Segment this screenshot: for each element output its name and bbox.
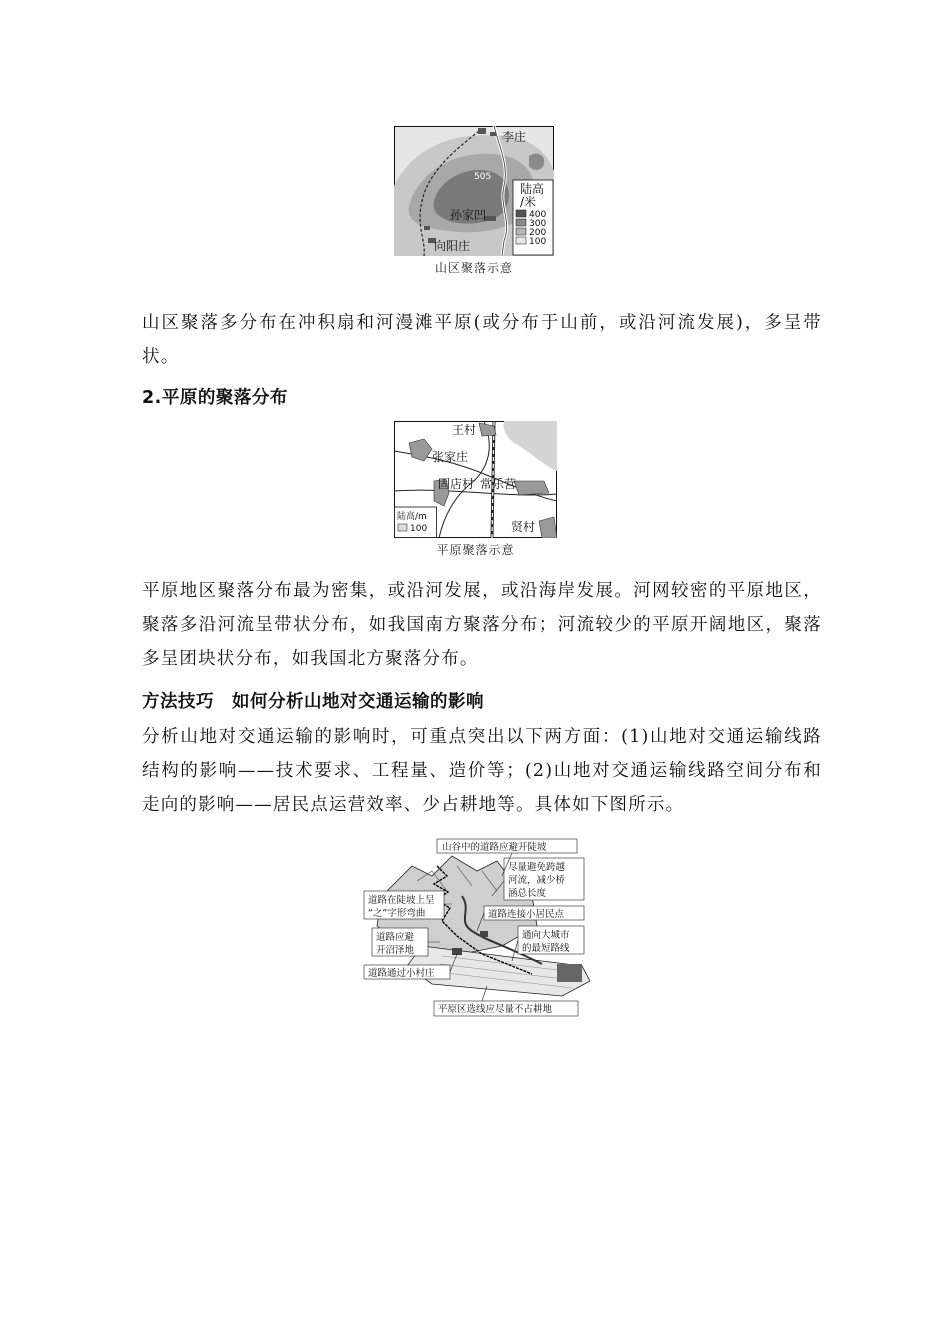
village-sun-label: 孙家凹 bbox=[450, 208, 487, 222]
annotation-marsh bbox=[372, 928, 428, 956]
xian-village-marker bbox=[539, 517, 557, 538]
annotation-city-route bbox=[518, 926, 584, 954]
village-gudian-label: 固店村 bbox=[438, 477, 475, 491]
svg-text:道路应避: 道路应避 bbox=[376, 932, 415, 943]
paragraph-plain: 平原地区聚落分布最为密集，或沿河发展，或沿海岸发展。河网较密的平原地区，聚落多沿河流呈带状分布，如我国南方聚落分布；河流较少的平原开阔地区，聚落多呈团块状分布，如我国北方聚落分布。 bbox=[142, 581, 822, 669]
peak-elevation-label: 505 bbox=[474, 172, 492, 182]
svg-text:的最短路线: 的最短路线 bbox=[522, 943, 570, 954]
small-settlement bbox=[480, 931, 488, 937]
svg-text:涵总长度: 涵总长度 bbox=[508, 888, 547, 899]
svg-text:道路在陡坡上呈: 道路在陡坡上呈 bbox=[368, 895, 435, 906]
village-zhang-label: 张家庄 bbox=[432, 450, 469, 464]
annotation-village bbox=[364, 965, 450, 979]
elevation-legend bbox=[513, 180, 553, 255]
village-li-label: 李庄 bbox=[502, 130, 527, 144]
annotation-valley bbox=[437, 839, 577, 853]
small-hill bbox=[529, 154, 544, 170]
svg-text:开沼泽地: 开沼泽地 bbox=[376, 945, 415, 956]
svg-text:300: 300 bbox=[529, 219, 547, 229]
changle-village-marker bbox=[514, 481, 549, 495]
li-village-marker bbox=[478, 128, 486, 134]
plain-map-svg bbox=[394, 421, 557, 538]
village-xiang-label: 向阳庄 bbox=[434, 239, 471, 253]
city-block bbox=[557, 964, 582, 982]
annotation-zigzag bbox=[364, 891, 444, 919]
figure2-caption: 平原聚落示意 bbox=[436, 543, 515, 557]
svg-text:尽量避免跨越: 尽量避免跨越 bbox=[508, 862, 566, 873]
mountain-map-svg bbox=[394, 126, 554, 256]
annotation-farmland bbox=[434, 1001, 578, 1016]
annotation-connect bbox=[484, 906, 584, 920]
heading-method-tips: 方法技巧 如何分析山地对交通运输的影响 bbox=[142, 692, 484, 712]
transport-diagram-svg bbox=[362, 836, 590, 1018]
svg-text:100: 100 bbox=[410, 524, 428, 534]
svg-text:河流，减少桥: 河流，减少桥 bbox=[508, 875, 566, 886]
svg-text:400: 400 bbox=[529, 210, 547, 220]
paragraph-mountain: 山区聚落多分布在冲积扇和河漫滩平原(或分布于山前，或沿河流发展)，多呈带状。 bbox=[142, 313, 822, 367]
svg-text:陆高: 陆高 bbox=[520, 182, 545, 196]
figure1-caption: 山区聚落示意 bbox=[434, 261, 513, 275]
svg-text:道路连接小居民点: 道路连接小居民点 bbox=[488, 909, 565, 920]
plain-settlement-map bbox=[394, 421, 557, 538]
village-changle-label: 常乐营 bbox=[480, 477, 517, 491]
heading-plain-settlements: 2.平原的聚落分布 bbox=[142, 388, 288, 408]
svg-text:平原区选线应尽量不占耕地: 平原区选线应尽量不占耕地 bbox=[438, 1004, 553, 1015]
svg-text:道路通过小村庄: 道路通过小村庄 bbox=[368, 968, 435, 979]
transport-route-diagram bbox=[362, 836, 590, 1018]
paragraph-transport: 分析山地对交通运输的影响时，可重点突出以下两方面：(1)山地对交通运输线路结构的影响——技术要求、工程量、造价等；(2)山地对交通运输线路空间分布和走向的影响——居民点运营效率、少占耕地等。具体如下图所示。 bbox=[142, 727, 822, 815]
annotation-bridge bbox=[504, 858, 584, 900]
village-xian-label: 贤村 bbox=[511, 520, 536, 534]
svg-text:/米: /米 bbox=[520, 195, 537, 209]
svg-text:100: 100 bbox=[529, 237, 547, 247]
mountain-settlement-map bbox=[394, 126, 554, 256]
village-wang-label: 王村 bbox=[452, 423, 477, 437]
svg-text:通向大城市: 通向大城市 bbox=[522, 930, 570, 941]
plain-elevation-legend bbox=[395, 507, 437, 538]
svg-text:200: 200 bbox=[529, 228, 547, 238]
small-village bbox=[452, 948, 462, 955]
svg-text:“之”字形弯曲: “之”字形弯曲 bbox=[368, 908, 426, 919]
svg-text:陆高/m: 陆高/m bbox=[397, 512, 427, 522]
svg-text:山谷中的道路应避开陡坡: 山谷中的道路应避开陡坡 bbox=[442, 842, 547, 853]
